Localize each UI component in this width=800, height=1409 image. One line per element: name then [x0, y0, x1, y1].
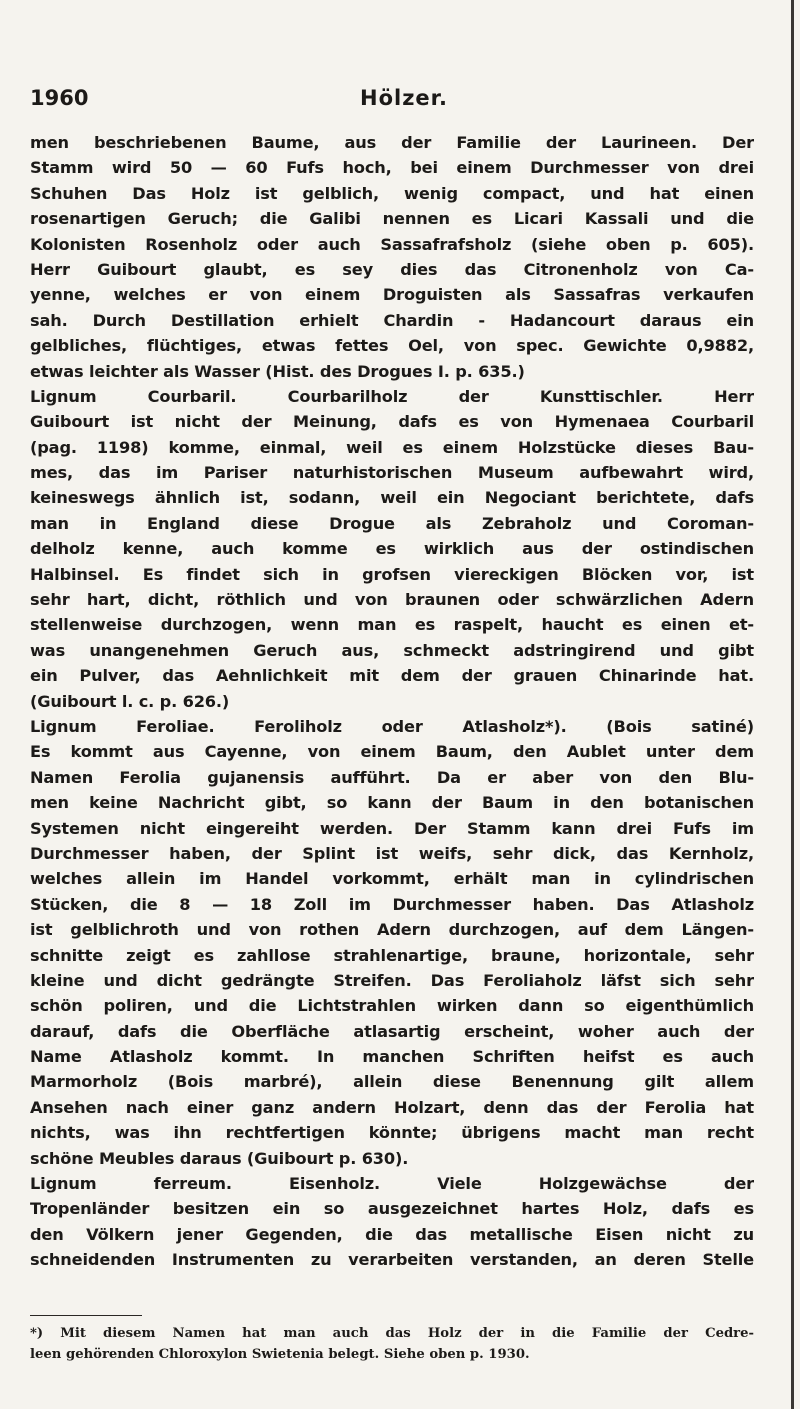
body-line: sah. Durch Destillation erhielt Chardin - Hadancourt daraus ein — [30, 310, 754, 330]
entry-heading-feroliae: Lignum Feroliae. Feroliholz oder Atlasholz*). (Bois satiné) — [30, 716, 754, 736]
body-line: Tropenländer besitzen ein so ausgezeichnet hartes Holz, dafs es — [30, 1199, 754, 1219]
body-line: man in England diese Drogue als Zebraholz und Coroman- — [30, 513, 754, 533]
footnote-line: leen gehörenden Chloroxylon Swietenia belegt. Siehe oben p. 1930. — [30, 1347, 530, 1362]
body-line: kleine und dicht gedrängte Streifen. Das Feroliaholz läfst sich sehr — [30, 970, 754, 990]
body-line: Ansehen nach einer ganz andern Holzart, denn das der Ferolia hat — [30, 1097, 754, 1117]
body-line: keineswegs ähnlich ist, sodann, weil ein Negociant berichtete, dafs — [30, 488, 754, 508]
body-line: darauf, dafs die Oberfläche atlasartig erscheint, woher auch der — [30, 1021, 754, 1041]
body-line: Herr Guibourt glaubt, es sey dies das Citronenholz von Ca- — [30, 259, 754, 279]
body-line: was unangenehmen Geruch aus, schmeckt adstringirend und gibt — [30, 640, 754, 660]
body-line: Namen Ferolia gujanensis aufführt. Da er aber von den Blu- — [30, 767, 754, 787]
running-head: Hölzer. — [360, 86, 449, 110]
body-line: sehr hart, dicht, röthlich und von braunen oder schwärzlichen Adern — [30, 590, 754, 610]
body-line: Kolonisten Rosenholz oder auch Sassafrafsholz (siehe oben p. 605). — [30, 234, 754, 254]
body-line: schneidenden Instrumenten zu verarbeiten verstanden, an deren Stelle — [30, 1250, 754, 1270]
body-line: men keine Nachricht gibt, so kann der Baum in den botanischen — [30, 793, 754, 813]
body-line: Marmorholz (Bois marbré), allein diese Benennung gilt allem — [30, 1072, 754, 1092]
body-line: Halbinsel. Es findet sich in grofsen viereckigen Blöcken vor, ist — [30, 564, 754, 584]
body-line: etwas leichter als Wasser (Hist. des Drogues I. p. 635.) — [30, 361, 525, 381]
body-line: schön poliren, und die Lichtstrahlen wirken dann so eigenthümlich — [30, 996, 754, 1016]
body-line: yenne, welches er von einem Droguisten als Sassafras verkaufen — [30, 285, 754, 305]
page-edge-shadow — [791, 0, 794, 1409]
body-line: men beschriebenen Baume, aus der Familie der Laurineen. Der — [30, 133, 754, 152]
body-line: stellenweise durchzogen, wenn man es raspelt, haucht es einen et- — [30, 615, 754, 635]
footnote — [30, 1323, 754, 1365]
body-line: den Völkern jener Gegenden, die das metallische Eisen nicht zu — [30, 1224, 754, 1244]
body-line: (Guibourt l. c. p. 626.) — [30, 691, 230, 711]
footnote-rule — [30, 1315, 142, 1316]
body-line: nichts, was ihn rechtfertigen könnte; übrigens macht man recht — [30, 1123, 754, 1143]
entry-heading-courbaril: Lignum Courbaril. Courbarilholz der Kunsttischler. Herr — [30, 386, 754, 406]
page-header — [30, 86, 750, 120]
body-line: mes, das im Pariser naturhistorischen Museum aufbewahrt wird, — [30, 463, 754, 483]
body-text — [30, 130, 754, 1273]
footnote-line: *) Mit diesem Namen hat man auch das Holz der in die Familie der Cedre- — [30, 1326, 754, 1341]
body-line: Stamm wird 50 — 60 Fufs hoch, bei einem Durchmesser von drei — [30, 158, 754, 178]
body-line: Durchmesser haben, der Splint ist weifs, sehr dick, das Kernholz, — [30, 843, 754, 863]
entry-heading-ferreum: Lignum ferreum. Eisenholz. Viele Holzgewächse der — [30, 1174, 754, 1194]
body-line: Name Atlasholz kommt. In manchen Schriften heifst es auch — [30, 1047, 754, 1067]
body-line: Systemen nicht eingereiht werden. Der Stamm kann drei Fufs im — [30, 818, 754, 838]
body-line: Guibourt ist nicht der Meinung, dafs es von Hymenaea Courbaril — [30, 412, 754, 432]
body-line: Stücken, die 8 — 18 Zoll im Durchmesser haben. Das Atlasholz — [30, 894, 754, 914]
body-line: (pag. 1198) komme, einmal, weil es einem Holzstücke dieses Bau- — [30, 437, 754, 457]
body-line: welches allein im Handel vorkommt, erhält man in cylindrischen — [30, 869, 754, 889]
page-number: 1960 — [30, 86, 89, 110]
body-line: schnitte zeigt es zahllose strahlenartige, braune, horizontale, sehr — [30, 945, 754, 965]
body-line: ein Pulver, das Aehnlichkeit mit dem der grauen Chinarinde hat. — [30, 666, 754, 686]
body-line: rosenartigen Geruch; die Galibi nennen es Licari Kassali und die — [30, 209, 754, 229]
body-line: Schuhen Das Holz ist gelblich, wenig compact, und hat einen — [30, 183, 754, 203]
body-line: ist gelblichroth und von rothen Adern durchzogen, auf dem Längen- — [30, 920, 754, 940]
body-line: delholz kenne, auch komme es wirklich aus der ostindischen — [30, 539, 754, 559]
body-line: Es kommt aus Cayenne, von einem Baum, den Aublet unter dem — [30, 742, 754, 762]
body-line: gelbliches, flüchtiges, etwas fettes Oel, von spec. Gewichte 0,9882, — [30, 336, 754, 356]
body-line: schöne Meubles daraus (Guibourt p. 630). — [30, 1148, 409, 1168]
